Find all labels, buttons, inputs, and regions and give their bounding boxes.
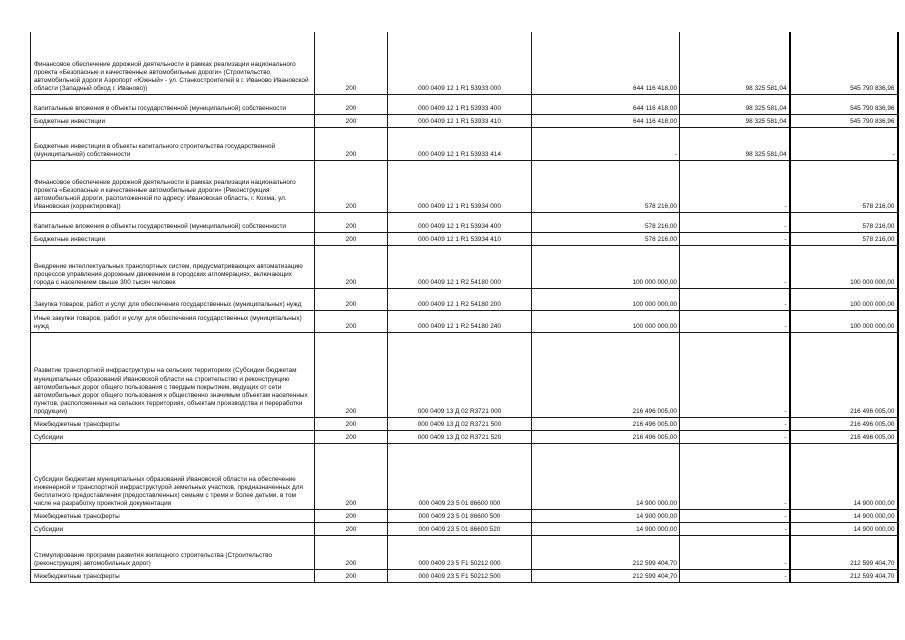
row-total-amount-cell: 578 216,00 — [790, 212, 898, 232]
row-name-cell: Межбюджетные трансферты — [31, 569, 315, 582]
row-budget-code-cell: 000 0409 12 1 R1 53933 410 — [388, 114, 532, 127]
table-row — [31, 114, 898, 127]
row-total-amount-cell: 212 599 404,70 — [790, 569, 898, 582]
row-admin-code-cell: 200 — [315, 443, 388, 509]
row-budget-code-cell: 000 0409 12 1 R1 53934 400 — [388, 212, 532, 232]
row-budget-code-cell: 000 0409 13 Д 02 R3721 520 — [388, 430, 532, 443]
row-name-cell: Развитие транспортной инфраструктуры на сельских территориях (Субсидии бюджетам муниципальных образований Ивановской области на строительство и реконструкцию автомобильных дорог общего пользования с твердым покрытием, ведущих от сети автомобильных дорог общего пользования к общественно значимым объектам населенных пунктов, расположенных на сельских территориях, объектам производства и переработки продукции) — [31, 332, 315, 417]
row-change-amount-cell: - — [680, 245, 790, 288]
row-change-amount-cell: - — [680, 417, 790, 430]
row-budget-code-cell: 000 0409 13 Д 02 R3721 500 — [388, 417, 532, 430]
row-total-amount-cell: 216 496 005,00 — [790, 332, 898, 417]
row-total-amount-cell: 545 790 836,96 — [790, 114, 898, 127]
row-approved-amount-cell: 14 900 000,00 — [532, 443, 680, 509]
row-total-amount-cell: 216 496 005,00 — [790, 430, 898, 443]
table-row — [31, 288, 898, 310]
row-admin-code-cell: 200 — [315, 212, 388, 232]
table-row — [31, 245, 898, 288]
row-total-amount-cell: 545 790 836,96 — [790, 32, 898, 94]
row-total-amount-cell: 14 900 000,00 — [790, 522, 898, 535]
row-admin-code-cell: 200 — [315, 310, 388, 332]
row-admin-code-cell: 200 — [315, 245, 388, 288]
row-name-cell: Бюджетные инвестиции — [31, 232, 315, 245]
table-row — [31, 32, 898, 94]
row-change-amount-cell: - — [680, 232, 790, 245]
row-approved-amount-cell: 216 496 005,00 — [532, 430, 680, 443]
row-approved-amount-cell: 100 000 000,00 — [532, 310, 680, 332]
row-change-amount-cell: - — [680, 288, 790, 310]
row-approved-amount-cell: 644 116 418,00 — [532, 114, 680, 127]
row-budget-code-cell: 000 0409 12 1 R1 53934 000 — [388, 160, 532, 212]
row-total-amount-cell: 545 790 836,96 — [790, 94, 898, 114]
row-budget-code-cell: 000 0409 12 1 R1 53934 410 — [388, 232, 532, 245]
row-name-cell: Бюджетные инвестиции в объекты капитального строительства государственной (муниципальной) собственности — [31, 127, 315, 160]
row-approved-amount-cell: 578 216,00 — [532, 232, 680, 245]
row-admin-code-cell: 200 — [315, 288, 388, 310]
row-admin-code-cell: 200 — [315, 127, 388, 160]
row-name-cell: Межбюджетные трансферты — [31, 509, 315, 522]
row-change-amount-cell: - — [680, 430, 790, 443]
row-change-amount-cell: - — [680, 310, 790, 332]
row-change-amount-cell: - — [680, 535, 790, 569]
row-change-amount-cell: - — [680, 569, 790, 582]
row-budget-code-cell: 000 0409 13 Д 02 R3721 000 — [388, 332, 532, 417]
table-row — [31, 127, 898, 160]
row-name-cell: Субсидии бюджетам муниципальных образований Ивановской области на обеспечение инженерной и транспортной инфраструктурой земельных участков, предназначенных для бесплатного предоставления (предоставленных) семьям с тремя и более детьми, в том числе на разработку проектной документации — [31, 443, 315, 509]
table-row — [31, 212, 898, 232]
row-admin-code-cell: 200 — [315, 569, 388, 582]
row-approved-amount-cell: 14 900 000,00 — [532, 522, 680, 535]
row-approved-amount-cell: 212 599 404,70 — [532, 569, 680, 582]
table-row — [31, 443, 898, 509]
row-approved-amount-cell: 14 900 000,00 — [532, 509, 680, 522]
table-row — [31, 535, 898, 569]
row-total-amount-cell: 216 496 005,00 — [790, 417, 898, 430]
row-admin-code-cell: 200 — [315, 94, 388, 114]
row-total-amount-cell: 100 000 000,00 — [790, 288, 898, 310]
row-admin-code-cell: 200 — [315, 332, 388, 417]
row-approved-amount-cell: 578 216,00 — [532, 160, 680, 212]
budget-table-body — [31, 32, 898, 582]
row-approved-amount-cell: 578 216,00 — [532, 212, 680, 232]
row-admin-code-cell: 200 — [315, 430, 388, 443]
row-name-cell: Капитальные вложения в объекты государственной (муниципальной) собственности — [31, 212, 315, 232]
table-row — [31, 310, 898, 332]
row-approved-amount-cell: 100 000 000,00 — [532, 245, 680, 288]
row-approved-amount-cell: - — [532, 127, 680, 160]
row-admin-code-cell: 200 — [315, 232, 388, 245]
row-name-cell: Стимулирование программ развития жилищного строительства (Строительство (реконструкция) автомобильных дорог) — [31, 535, 315, 569]
row-budget-code-cell: 000 0409 12 1 R1 53933 414 — [388, 127, 532, 160]
table-row — [31, 417, 898, 430]
table-row — [31, 522, 898, 535]
table-row — [31, 430, 898, 443]
row-budget-code-cell: 000 0409 23 5 F1 50212 000 — [388, 535, 532, 569]
row-budget-code-cell: 000 0409 12 1 R2 54180 200 — [388, 288, 532, 310]
row-admin-code-cell: 200 — [315, 32, 388, 94]
row-total-amount-cell: 212 599 404,70 — [790, 535, 898, 569]
row-name-cell: Субсидии — [31, 522, 315, 535]
row-approved-amount-cell: 212 599 404,70 — [532, 535, 680, 569]
row-total-amount-cell: - — [790, 127, 898, 160]
table-row — [31, 160, 898, 212]
row-admin-code-cell: 200 — [315, 509, 388, 522]
table-row — [31, 569, 898, 582]
row-total-amount-cell: 578 216,00 — [790, 232, 898, 245]
row-name-cell: Иные закупки товаров, работ и услуг для обеспечения государственных (муниципальных) нужд — [31, 310, 315, 332]
row-change-amount-cell: - — [680, 212, 790, 232]
row-admin-code-cell: 200 — [315, 522, 388, 535]
row-name-cell: Межбюджетные трансферты — [31, 417, 315, 430]
row-change-amount-cell: 98 325 581,04 — [680, 94, 790, 114]
row-total-amount-cell: 578 216,00 — [790, 160, 898, 212]
row-total-amount-cell: 14 900 000,00 — [790, 443, 898, 509]
row-name-cell: Капитальные вложения в объекты государственной (муниципальной) собственности — [31, 94, 315, 114]
row-budget-code-cell: 000 0409 23 5 F1 50212 500 — [388, 569, 532, 582]
row-approved-amount-cell: 216 496 005,00 — [532, 417, 680, 430]
budget-table — [30, 32, 899, 583]
row-budget-code-cell: 000 0409 12 1 R2 54180 240 — [388, 310, 532, 332]
row-admin-code-cell: 200 — [315, 114, 388, 127]
row-total-amount-cell: 100 000 000,00 — [790, 310, 898, 332]
row-budget-code-cell: 000 0409 23 5 01 86600 500 — [388, 509, 532, 522]
row-admin-code-cell: 200 — [315, 160, 388, 212]
row-total-amount-cell: 14 900 000,00 — [790, 509, 898, 522]
row-change-amount-cell: - — [680, 509, 790, 522]
row-change-amount-cell: - — [680, 332, 790, 417]
row-change-amount-cell: 98 325 581,04 — [680, 127, 790, 160]
row-name-cell: Закупка товаров, работ и услуг для обеспечения государственных (муниципальных) нужд — [31, 288, 315, 310]
row-name-cell: Финансовое обеспечение дорожной деятельности в рамках реализации национального проекта «Безопасные и качественные автомобильные дороги» (Реконструкция автомобильной дороги, расположенной по адресу: Ивановская область, г. Кохма, ул. Ивановская (корректировка)) — [31, 160, 315, 212]
table-row — [31, 332, 898, 417]
row-budget-code-cell: 000 0409 12 1 R1 53933 400 — [388, 94, 532, 114]
row-change-amount-cell: - — [680, 522, 790, 535]
row-budget-code-cell: 000 0409 23 5 01 86600 000 — [388, 443, 532, 509]
row-admin-code-cell: 200 — [315, 535, 388, 569]
row-change-amount-cell: - — [680, 160, 790, 212]
row-name-cell: Бюджетные инвестиции — [31, 114, 315, 127]
table-row — [31, 94, 898, 114]
row-budget-code-cell: 000 0409 12 1 R2 54180 000 — [388, 245, 532, 288]
row-name-cell: Финансовое обеспечение дорожной деятельности в рамках реализации национального проекта «Безопасные и качественные автомобильные дороги» (Строительство автомобильной дороги Аэропорт «Южный» - ул. Станкостроителей в г. Иваново Ивановской области (Западный обход г. Иваново)) — [31, 32, 315, 94]
row-admin-code-cell: 200 — [315, 417, 388, 430]
row-total-amount-cell: 100 000 000,00 — [790, 245, 898, 288]
row-approved-amount-cell: 216 496 005,00 — [532, 332, 680, 417]
row-change-amount-cell: 98 325 581,04 — [680, 32, 790, 94]
row-budget-code-cell: 000 0409 23 5 01 86600 520 — [388, 522, 532, 535]
row-name-cell: Внедрение интеллектуальных транспортных систем, предусматривающих автоматизацию процессов управления дорожным движением в городских агломерациях, включающих города с населением свыше 300 тысяч человек — [31, 245, 315, 288]
row-budget-code-cell: 000 0409 12 1 R1 53933 000 — [388, 32, 532, 94]
row-approved-amount-cell: 644 116 418,00 — [532, 94, 680, 114]
table-row — [31, 509, 898, 522]
table-row — [31, 232, 898, 245]
budget-table-sheet — [30, 32, 899, 583]
row-name-cell: Субсидии — [31, 430, 315, 443]
row-change-amount-cell: 98 325 581,04 — [680, 114, 790, 127]
row-approved-amount-cell: 100 000 000,00 — [532, 288, 680, 310]
row-change-amount-cell: - — [680, 443, 790, 509]
row-approved-amount-cell: 644 116 418,00 — [532, 32, 680, 94]
